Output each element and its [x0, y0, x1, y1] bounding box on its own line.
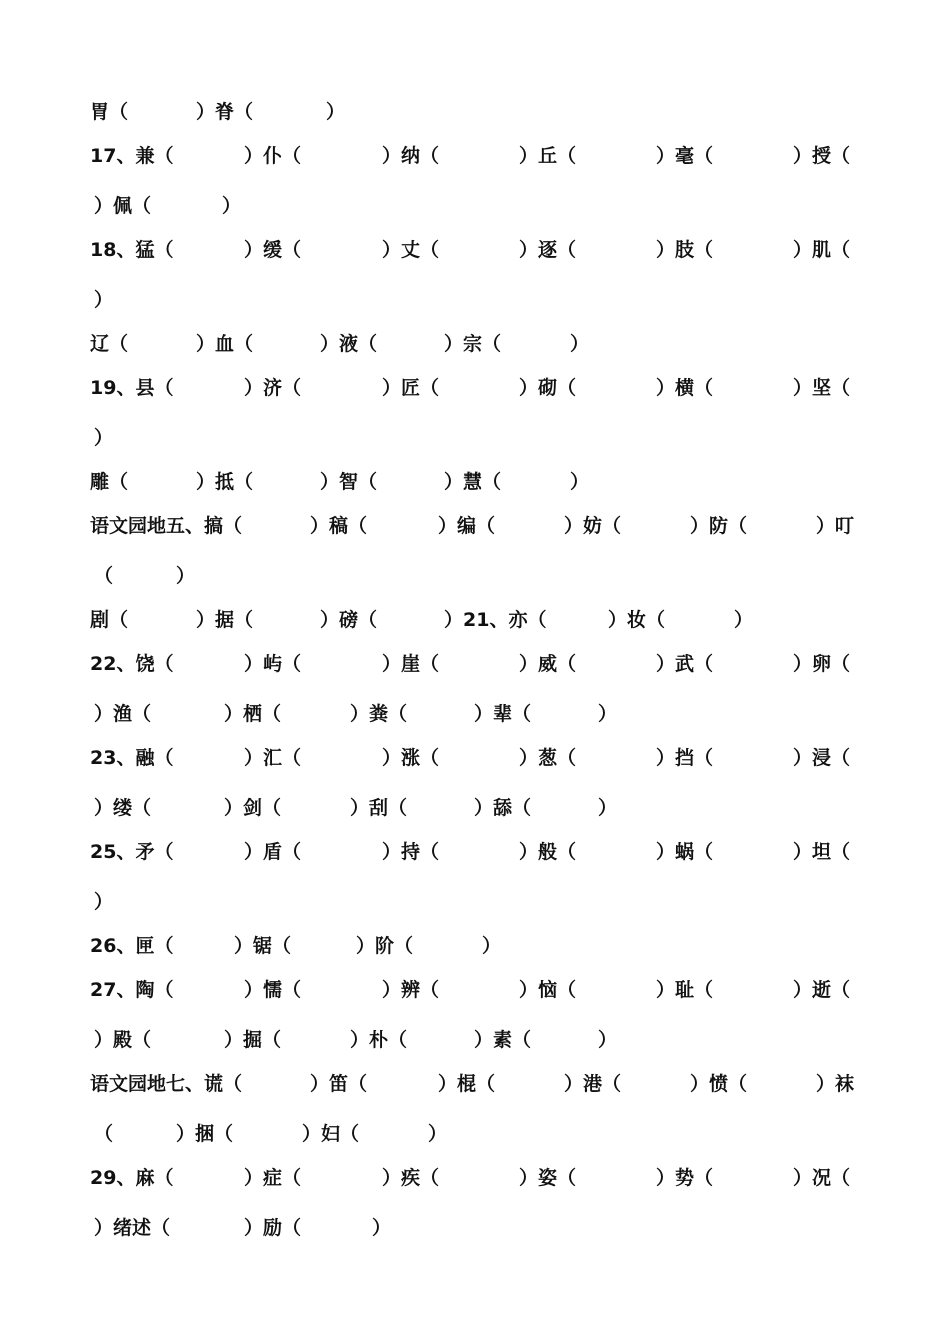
character-blank: ）防（ [690, 515, 748, 537]
character-blank: ）挡（ [656, 747, 714, 769]
character-blank: ） [428, 1123, 448, 1145]
character-blank: ） [598, 1029, 618, 1051]
character-blank: ）稿（ [310, 515, 368, 537]
character-blank: ）姿（ [519, 1167, 577, 1189]
character-blank: ）粪（ [350, 703, 408, 725]
character-blank: ）抵（ [196, 471, 254, 493]
character-blank: ）锯（ [234, 935, 292, 957]
worksheet-line [0, 373, 950, 403]
character-blank: ）磅（ [320, 609, 378, 631]
worksheet-line [0, 605, 950, 635]
character-blank: 22、饶（ [90, 653, 174, 675]
worksheet-line [0, 1163, 950, 1193]
character-blank: ） [598, 797, 618, 819]
character-blank: ）恼（ [519, 979, 577, 1001]
character-blank: ）症（ [244, 1167, 302, 1189]
worksheet-line [0, 235, 950, 265]
character-blank: ）愤（ [690, 1073, 748, 1095]
character-blank: ） [570, 333, 590, 355]
character-blank: ） [176, 565, 196, 587]
character-blank: ）势（ [656, 1167, 714, 1189]
character-blank: ） [734, 609, 754, 631]
character-blank: ） [372, 1217, 392, 1239]
character-blank: ）棍（ [438, 1073, 496, 1095]
character-blank: ）液（ [320, 333, 378, 355]
character-blank: 18、猛（ [90, 239, 174, 261]
character-blank: ）港（ [564, 1073, 622, 1095]
character-blank: ）逐（ [519, 239, 577, 261]
character-blank: ）舔（ [474, 797, 532, 819]
character-blank: ）逝（ [793, 979, 851, 1001]
character-blank: ）威（ [519, 653, 577, 675]
worksheet-line [0, 649, 950, 679]
character-blank: ）缕（ [94, 797, 152, 819]
character-blank: （ [94, 565, 114, 587]
character-blank: ）脊（ [196, 101, 254, 123]
character-blank: ）纳（ [382, 145, 440, 167]
character-blank: ） [222, 195, 242, 217]
character-blank: ） [94, 891, 114, 913]
character-blank: ）辈（ [474, 703, 532, 725]
character-blank: ）般（ [519, 841, 577, 863]
worksheet-line [0, 837, 950, 867]
character-blank: ）绪述（ [94, 1217, 171, 1239]
worksheet-line [0, 329, 950, 359]
character-blank: ）宗（ [444, 333, 502, 355]
worksheet-line [0, 511, 950, 541]
character-blank: ）慧（ [444, 471, 502, 493]
character-blank: ）智（ [320, 471, 378, 493]
character-blank: ）汇（ [244, 747, 302, 769]
character-blank: ）殿（ [94, 1029, 152, 1051]
character-blank: 27、陶（ [90, 979, 174, 1001]
character-blank: ）血（ [196, 333, 254, 355]
character-blank: 辽（ [90, 333, 129, 355]
worksheet-line [0, 1213, 950, 1243]
character-blank: 25、矛（ [90, 841, 174, 863]
character-blank: ）丘（ [519, 145, 577, 167]
character-blank: ）横（ [656, 377, 714, 399]
character-blank: ）朴（ [350, 1029, 408, 1051]
worksheet-line [0, 191, 950, 221]
character-blank: ）袜 [816, 1073, 855, 1095]
character-blank: ） [326, 101, 346, 123]
character-blank: ）刮（ [350, 797, 408, 819]
character-blank: ）卵（ [793, 653, 851, 675]
worksheet-line [0, 97, 950, 127]
character-blank: ）掘（ [224, 1029, 282, 1051]
worksheet-line [0, 887, 950, 917]
worksheet-line [0, 931, 950, 961]
character-blank: ）砌（ [519, 377, 577, 399]
worksheet-line [0, 423, 950, 453]
worksheet-line [0, 1025, 950, 1055]
character-blank: ）阶（ [356, 935, 414, 957]
worksheet-line [0, 699, 950, 729]
character-blank: 胃（ [90, 101, 129, 123]
character-blank: ）妨（ [564, 515, 622, 537]
character-blank: ）耻（ [656, 979, 714, 1001]
character-blank: ）21、亦（ [444, 609, 547, 631]
worksheet-line [0, 561, 950, 591]
worksheet-line [0, 975, 950, 1005]
character-blank: ） [598, 703, 618, 725]
character-blank: ）涨（ [382, 747, 440, 769]
character-blank: ）励（ [244, 1217, 302, 1239]
character-blank: ）持（ [382, 841, 440, 863]
worksheet-line [0, 793, 950, 823]
character-blank: ）辨（ [382, 979, 440, 1001]
character-blank: ）况（ [793, 1167, 851, 1189]
character-blank: ）肢（ [656, 239, 714, 261]
character-blank: ）武（ [656, 653, 714, 675]
character-blank: ）剑（ [224, 797, 282, 819]
character-blank: ）坚（ [793, 377, 851, 399]
character-blank: 26、匣（ [90, 935, 174, 957]
character-blank: 29、麻（ [90, 1167, 174, 1189]
character-blank: 语文园地五、搞（ [90, 515, 243, 537]
character-blank: ）妆（ [608, 609, 666, 631]
character-blank: ）捆（ [176, 1123, 234, 1145]
character-blank: 剧（ [90, 609, 129, 631]
character-blank: ）肌（ [793, 239, 851, 261]
character-blank: ）毫（ [656, 145, 714, 167]
worksheet-line [0, 467, 950, 497]
character-blank: ）浸（ [793, 747, 851, 769]
character-blank: ） [482, 935, 502, 957]
character-blank: ）渔（ [94, 703, 152, 725]
character-blank: （ [94, 1123, 114, 1145]
worksheet-line [0, 285, 950, 315]
character-blank: ）素（ [474, 1029, 532, 1051]
character-blank: ）崖（ [382, 653, 440, 675]
character-blank: ）疾（ [382, 1167, 440, 1189]
character-blank: ）叮 [816, 515, 855, 537]
character-blank: ） [94, 427, 114, 449]
character-blank: 语文园地七、谎（ [90, 1073, 243, 1095]
worksheet-line [0, 743, 950, 773]
character-blank: ）屿（ [244, 653, 302, 675]
character-blank: ）妇（ [302, 1123, 360, 1145]
character-blank: ）懦（ [244, 979, 302, 1001]
character-blank: ） [570, 471, 590, 493]
character-blank: ）授（ [793, 145, 851, 167]
worksheet-line [0, 1119, 950, 1149]
character-blank: ）蜗（ [656, 841, 714, 863]
character-blank: ）济（ [244, 377, 302, 399]
character-blank: ）匠（ [382, 377, 440, 399]
character-blank: ）据（ [196, 609, 254, 631]
character-blank: 17、兼（ [90, 145, 174, 167]
character-blank: ）笛（ [310, 1073, 368, 1095]
character-blank: 23、融（ [90, 747, 174, 769]
character-blank: 雕（ [90, 471, 129, 493]
character-blank: ）编（ [438, 515, 496, 537]
character-blank: ）缓（ [244, 239, 302, 261]
character-blank: ）仆（ [244, 145, 302, 167]
character-blank: ） [94, 289, 114, 311]
character-blank: ）盾（ [244, 841, 302, 863]
character-blank: ）佩（ [94, 195, 152, 217]
character-blank: ）坦（ [793, 841, 851, 863]
character-blank: ）丈（ [382, 239, 440, 261]
worksheet-line [0, 1069, 950, 1099]
character-blank: ）栖（ [224, 703, 282, 725]
worksheet-line [0, 141, 950, 171]
character-blank: ）葱（ [519, 747, 577, 769]
character-blank: 19、县（ [90, 377, 174, 399]
